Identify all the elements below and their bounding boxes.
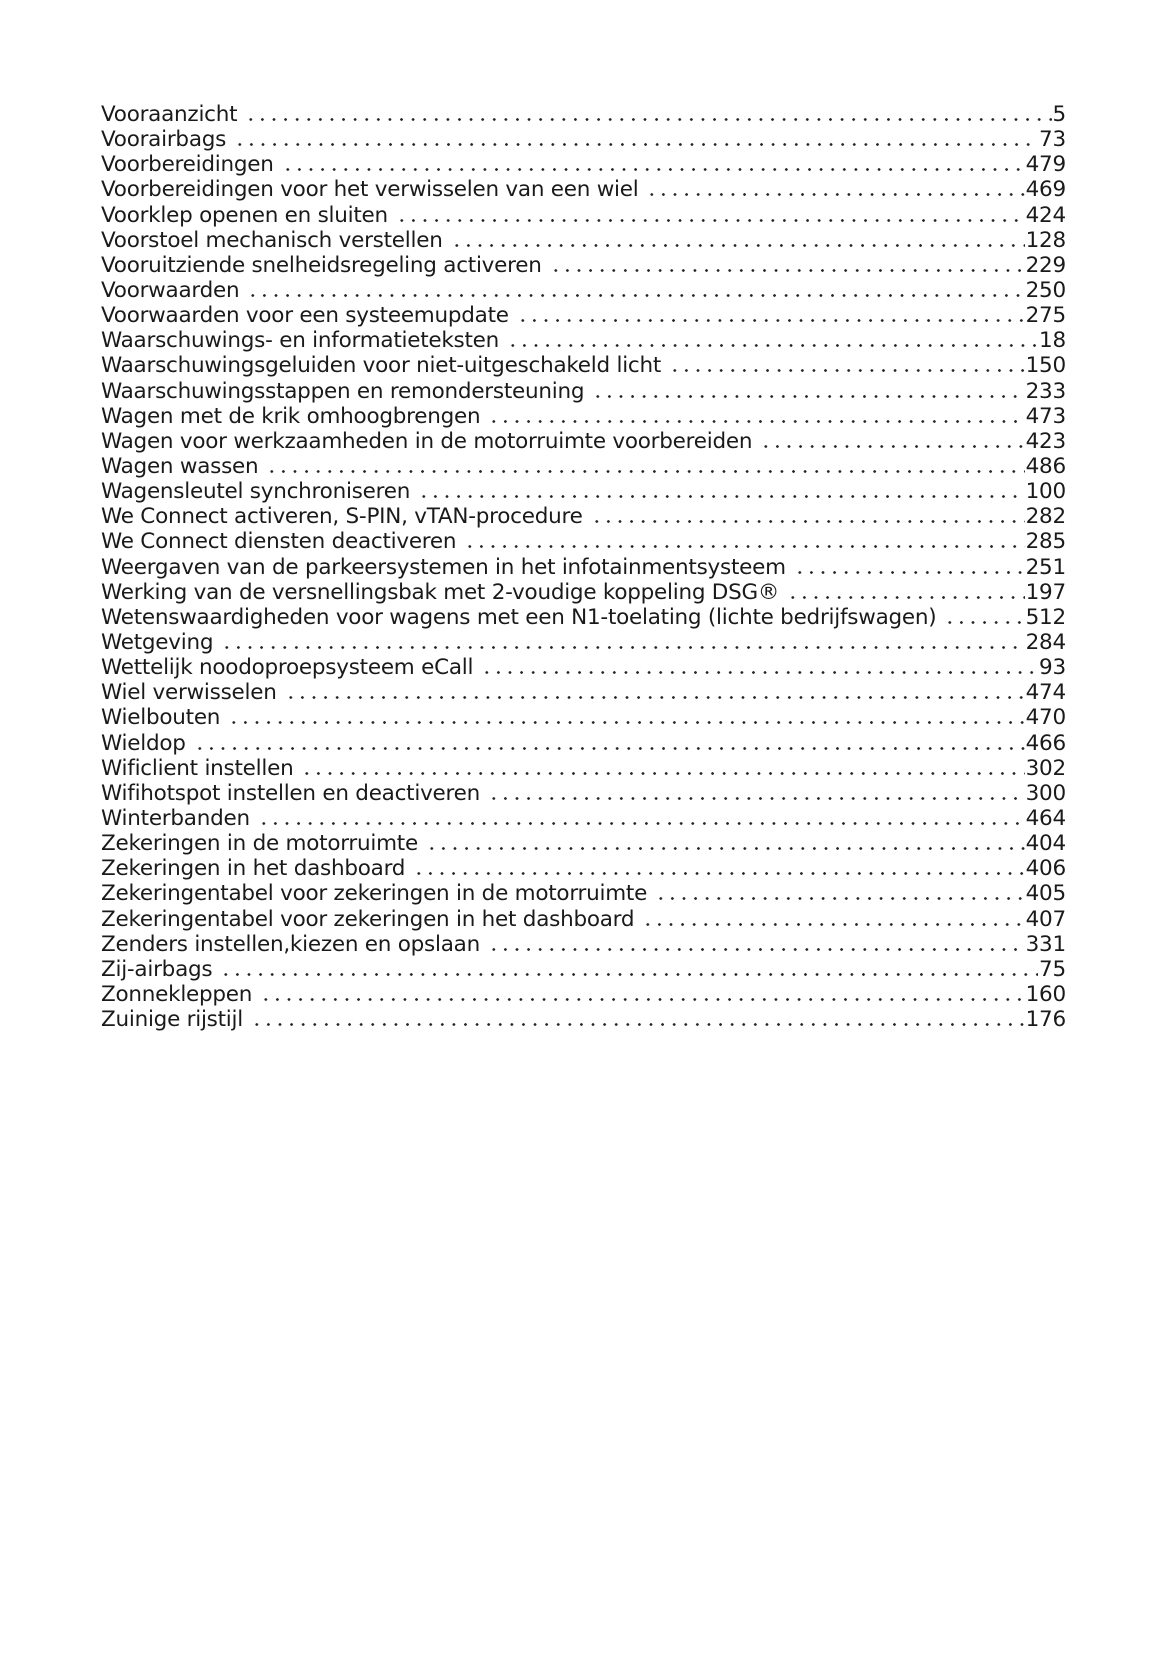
entry-title: Zenders instellen,kiezen en opslaan bbox=[101, 931, 480, 957]
entry-title: Vooraanzicht bbox=[101, 102, 238, 127]
dot-leader bbox=[413, 872, 1024, 875]
index-entry[interactable] bbox=[101, 605, 1066, 630]
dot-leader bbox=[517, 319, 1025, 322]
entry-title: Waarschuwingsgeluiden voor niet-uitgeschakeld licht bbox=[101, 353, 662, 379]
index-entry[interactable] bbox=[101, 756, 1066, 781]
index-entry[interactable] bbox=[101, 881, 1066, 906]
index-entry[interactable] bbox=[101, 177, 1066, 202]
entry-title: Werking van de versnellingsbak met 2-voudige koppeling DSG® bbox=[101, 579, 780, 605]
index-list bbox=[101, 102, 1066, 1032]
dot-leader bbox=[464, 545, 1024, 548]
entry-title: Wificlient instellen bbox=[101, 755, 294, 781]
dot-leader bbox=[655, 897, 1024, 900]
entry-title: Wielbouten bbox=[101, 705, 221, 731]
index-entry[interactable] bbox=[101, 404, 1066, 429]
index-entry[interactable] bbox=[101, 580, 1066, 605]
index-entry[interactable] bbox=[101, 680, 1066, 705]
entry-page-number: 464 bbox=[1025, 805, 1066, 831]
index-entry[interactable] bbox=[101, 253, 1066, 278]
entry-page-number: 160 bbox=[1025, 981, 1066, 1007]
dot-leader bbox=[481, 671, 1038, 674]
entry-page-number: 233 bbox=[1025, 378, 1066, 404]
entry-title: Voorwaarden voor een systeemupdate bbox=[101, 303, 509, 329]
index-entry[interactable] bbox=[101, 731, 1066, 756]
entry-title: Zuinige rijstijl bbox=[101, 1007, 243, 1033]
index-entry[interactable] bbox=[101, 1007, 1066, 1032]
dot-leader bbox=[266, 470, 1024, 473]
dot-leader bbox=[247, 294, 1024, 297]
entry-title: Zekeringen in het dashboard bbox=[101, 856, 406, 882]
index-entry[interactable] bbox=[101, 303, 1066, 328]
entry-page-number: 250 bbox=[1025, 277, 1066, 303]
index-entry[interactable] bbox=[101, 504, 1066, 529]
dot-leader bbox=[488, 948, 1025, 951]
entry-title: Zonnekleppen bbox=[101, 981, 253, 1007]
index-entry[interactable] bbox=[101, 203, 1066, 228]
entry-page-number: 473 bbox=[1025, 403, 1066, 429]
entry-title: Wagen wassen bbox=[101, 453, 259, 479]
dot-leader bbox=[245, 118, 1051, 121]
entry-title: Weergaven van de parkeersystemen in het infotainmentsysteem bbox=[101, 554, 786, 580]
dot-leader bbox=[642, 923, 1024, 926]
index-entry[interactable] bbox=[101, 705, 1066, 730]
entry-title: Voorstoel mechanisch verstellen bbox=[101, 227, 443, 253]
dot-leader bbox=[451, 244, 1025, 247]
dot-leader bbox=[220, 973, 1038, 976]
entry-page-number: 93 bbox=[1039, 655, 1066, 681]
index-entry[interactable] bbox=[101, 228, 1066, 253]
dot-leader bbox=[260, 998, 1024, 1001]
entry-page-number: 285 bbox=[1025, 529, 1066, 555]
entry-title: Wetenswaardigheden voor wagens met een N1-toelating (lichte bedrijfswagen) bbox=[101, 604, 937, 630]
entry-title: We Connect diensten deactiveren bbox=[101, 529, 457, 555]
dot-leader bbox=[550, 269, 1025, 272]
index-entry[interactable] bbox=[101, 479, 1066, 504]
entry-title: Voorbereidingen bbox=[101, 152, 274, 178]
entry-title: Voorairbags bbox=[101, 127, 227, 153]
entry-page-number: 251 bbox=[1025, 554, 1066, 580]
index-entry[interactable] bbox=[101, 957, 1066, 982]
entry-title: Wagen met de krik omhoogbrengen bbox=[101, 403, 481, 429]
index-entry[interactable] bbox=[101, 152, 1066, 177]
index-entry[interactable] bbox=[101, 630, 1066, 655]
entry-title: Zekeringentabel voor zekeringen in het dashboard bbox=[101, 906, 635, 932]
dot-leader bbox=[228, 721, 1024, 724]
entry-page-number: 176 bbox=[1025, 1007, 1066, 1033]
index-entry[interactable] bbox=[101, 982, 1066, 1007]
entry-page-number: 331 bbox=[1025, 931, 1066, 957]
dot-leader bbox=[396, 219, 1025, 222]
dot-leader bbox=[418, 495, 1024, 498]
dot-leader bbox=[301, 772, 1024, 775]
index-entry[interactable] bbox=[101, 831, 1066, 856]
entry-title: Zekeringentabel voor zekeringen in de motorruimte bbox=[101, 881, 648, 907]
entry-page-number: 474 bbox=[1025, 680, 1066, 706]
entry-title: Wifihotspot instellen en deactiveren bbox=[101, 780, 481, 806]
dot-leader bbox=[234, 143, 1038, 146]
index-entry[interactable] bbox=[101, 781, 1066, 806]
dot-leader bbox=[944, 621, 1024, 624]
dot-leader bbox=[282, 168, 1025, 171]
entry-page-number: 300 bbox=[1025, 780, 1066, 806]
index-entry[interactable] bbox=[101, 529, 1066, 554]
index-entry[interactable] bbox=[101, 907, 1066, 932]
entry-title: Zij-airbags bbox=[101, 956, 213, 982]
entry-page-number: 18 bbox=[1039, 328, 1066, 354]
entry-title: Vooruitziende snelheidsregeling activeren bbox=[101, 252, 542, 278]
entry-page-number: 406 bbox=[1025, 856, 1066, 882]
dot-leader bbox=[251, 1023, 1025, 1026]
entry-page-number: 479 bbox=[1025, 152, 1066, 178]
dot-leader bbox=[787, 596, 1024, 599]
entry-page-number: 5 bbox=[1052, 102, 1066, 127]
index-entry[interactable] bbox=[101, 454, 1066, 479]
entry-title: Wiel verwisselen bbox=[101, 680, 277, 706]
entry-page-number: 150 bbox=[1025, 353, 1066, 379]
index-entry[interactable] bbox=[101, 655, 1066, 680]
dot-leader bbox=[794, 571, 1025, 574]
dot-leader bbox=[488, 797, 1025, 800]
index-entry[interactable] bbox=[101, 429, 1066, 454]
entry-page-number: 424 bbox=[1025, 202, 1066, 228]
index-entry[interactable] bbox=[101, 806, 1066, 831]
entry-title: We Connect activeren, S-PIN, vTAN-procedure bbox=[101, 504, 583, 530]
dot-leader bbox=[592, 395, 1024, 398]
entry-page-number: 282 bbox=[1025, 504, 1066, 530]
entry-page-number: 469 bbox=[1025, 177, 1066, 203]
entry-page-number: 100 bbox=[1025, 479, 1066, 505]
dot-leader bbox=[669, 369, 1025, 372]
entry-title: Voorbereidingen voor het verwisselen van een wiel bbox=[101, 177, 639, 203]
entry-title: Wetgeving bbox=[101, 629, 214, 655]
entry-title: Wettelijk noodoproepsysteem eCall bbox=[101, 655, 474, 681]
entry-page-number: 470 bbox=[1025, 705, 1066, 731]
entry-title: Waarschuwingsstappen en remondersteuning bbox=[101, 378, 585, 404]
entry-page-number: 404 bbox=[1025, 831, 1066, 857]
index-entry[interactable] bbox=[101, 278, 1066, 303]
dot-leader bbox=[258, 822, 1025, 825]
entry-page-number: 275 bbox=[1025, 303, 1066, 329]
entry-title: Winterbanden bbox=[101, 805, 250, 831]
index-entry[interactable] bbox=[101, 353, 1066, 378]
entry-page-number: 512 bbox=[1025, 604, 1066, 630]
index-entry[interactable] bbox=[101, 555, 1066, 580]
index-entry[interactable] bbox=[101, 127, 1066, 152]
entry-title: Waarschuwings- en informatieteksten bbox=[101, 328, 500, 354]
entry-title: Wagensleutel synchroniseren bbox=[101, 479, 411, 505]
index-entry[interactable] bbox=[101, 102, 1066, 127]
entry-page-number: 197 bbox=[1025, 579, 1066, 605]
entry-title: Voorklep openen en sluiten bbox=[101, 202, 388, 228]
entry-page-number: 75 bbox=[1039, 956, 1066, 982]
entry-page-number: 466 bbox=[1025, 730, 1066, 756]
entry-title: Wagen voor werkzaamheden in de motorruimte voorbereiden bbox=[101, 428, 753, 454]
entry-page-number: 302 bbox=[1025, 755, 1066, 781]
entry-page-number: 407 bbox=[1025, 906, 1066, 932]
dot-leader bbox=[221, 646, 1024, 649]
index-entry[interactable] bbox=[101, 856, 1066, 881]
dot-leader bbox=[507, 344, 1038, 347]
index-entry[interactable] bbox=[101, 379, 1066, 404]
entry-page-number: 405 bbox=[1025, 881, 1066, 907]
dot-leader bbox=[194, 747, 1025, 750]
dot-leader bbox=[646, 193, 1024, 196]
dot-leader bbox=[426, 847, 1025, 850]
dot-leader bbox=[591, 520, 1025, 523]
entry-page-number: 486 bbox=[1025, 453, 1066, 479]
dot-leader bbox=[488, 420, 1024, 423]
dot-leader bbox=[760, 445, 1024, 448]
entry-page-number: 229 bbox=[1025, 252, 1066, 278]
dot-leader bbox=[285, 696, 1025, 699]
entry-page-number: 284 bbox=[1025, 629, 1066, 655]
entry-page-number: 423 bbox=[1025, 428, 1066, 454]
entry-page-number: 73 bbox=[1039, 127, 1066, 153]
index-entry[interactable] bbox=[101, 328, 1066, 353]
index-entry[interactable] bbox=[101, 932, 1066, 957]
entry-title: Voorwaarden bbox=[101, 277, 240, 303]
entry-page-number: 128 bbox=[1025, 227, 1066, 253]
entry-title: Zekeringen in de motorruimte bbox=[101, 831, 418, 857]
entry-title: Wieldop bbox=[101, 730, 186, 756]
